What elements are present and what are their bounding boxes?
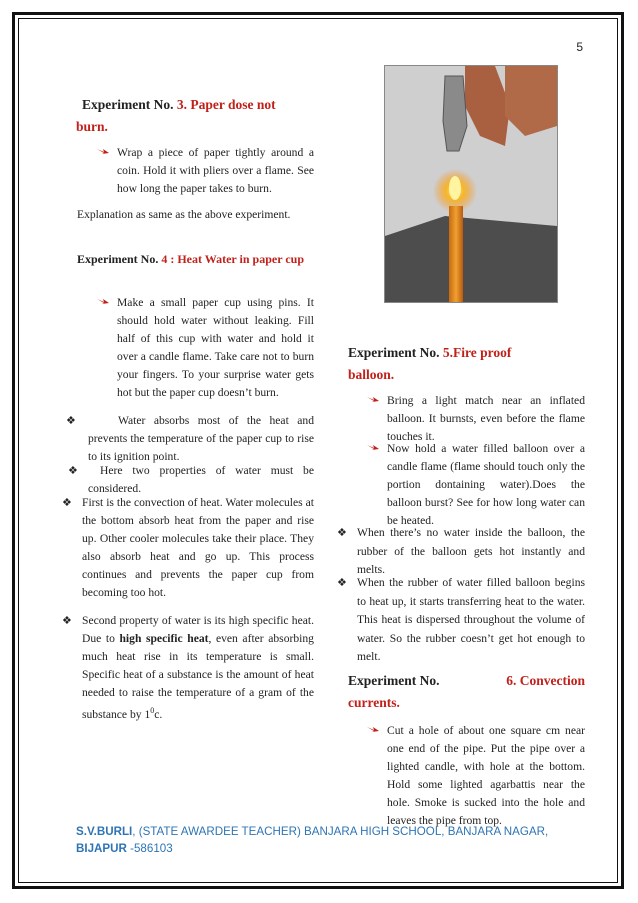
exp5-bullet-2 <box>387 440 585 530</box>
exp6-bullet-text: Cut a hole of about one square cm near one end of the pipe. Put the pipe over a lighted candle, with hole at the bottom. Hold some lighted agarbattis near the hole. Smoke is sucked into the hole and leaves the pipe from top. <box>387 724 585 827</box>
left-point-4-bold: high specific heat <box>119 632 209 645</box>
candle-balloon-photo <box>384 65 558 303</box>
degree-superscript: 0 <box>150 706 155 715</box>
left-point-3 <box>62 494 314 602</box>
footer-author: S.V.BURLI <box>76 825 133 838</box>
footer-place: BIJAPUR <box>76 842 127 855</box>
left-point-2-text: Here two properties of water must be considered. <box>88 464 314 495</box>
exp3-title: 3. Paper dose not <box>176 97 276 112</box>
exp3-heading <box>76 94 322 138</box>
left-point-3-text: First is the convection of heat. Water molecules at the bottom absorb heat from the paper and rise up. Other cooler molecules take their place. They also absorb heat and go up. This process continues and prevents the paper cup from becoming too hot. <box>82 496 314 599</box>
exp3-bullet-text: Wrap a piece of paper tightly around a coin. Hold it with pliers over a flame. See how long the paper takes to burn. <box>117 146 314 195</box>
footer <box>76 823 596 857</box>
diamond-bullet-icon: ❖ <box>337 527 347 539</box>
diamond-bullet-icon: ❖ <box>337 577 347 589</box>
arrow-bullet-icon <box>97 297 109 305</box>
exp5-heading <box>348 342 578 386</box>
exp5-title: 5.Fire proof <box>442 345 512 360</box>
exp6-label: Experiment No. <box>348 673 440 688</box>
diamond-bullet-icon: ❖ <box>62 497 72 509</box>
arrow-bullet-icon <box>97 147 109 155</box>
diamond-bullet-icon: ❖ <box>62 615 72 627</box>
candle-flame-image <box>385 66 557 302</box>
exp6-title: 6. Convection <box>506 673 585 688</box>
explanation-text: Explanation as same as the above experiment. <box>77 208 291 221</box>
right-point-1 <box>337 524 585 580</box>
footer-pin: -586103 <box>126 842 173 855</box>
exp4-bullet-text: Make a small paper cup using pins. It should hold water without leaking. Fill half of this cup with water and hold it over a candle flame. Take care not to burn your fingers. To your surprise water gets hot but the paper cup doesn’t burn. <box>117 296 314 399</box>
exp4-bullet <box>117 294 314 402</box>
right-point-1-text: When there’s no water inside the balloon, the rubber of the balloon gets hot instantly and melts. <box>357 526 585 576</box>
exp6-title-cont: currents. <box>348 695 400 710</box>
exp4-title: 4 : Heat Water in paper cup <box>161 252 304 266</box>
exp6-bullet <box>387 722 585 830</box>
arrow-bullet-icon <box>367 443 379 451</box>
exp3-label: Experiment No. <box>82 97 177 112</box>
exp6-heading <box>348 670 585 714</box>
exp4-heading <box>77 250 314 268</box>
exp5-label: Experiment No. <box>348 345 443 360</box>
exp5-title-cont: balloon. <box>348 367 395 382</box>
right-point-2-text: When the rubber of water filled balloon begins to heat up, it starts transferring heat to the water. This heat is dispersed throughout the volume of water. So the rubber coesn’t get hot enough to melt. <box>357 576 585 663</box>
diamond-bullet-icon: ❖ <box>68 465 78 477</box>
footer-school: , (STATE AWARDEE TEACHER) BANJARA HIGH SCHOOL, BANJARA NAGAR, <box>132 825 549 838</box>
left-point-2 <box>68 462 314 498</box>
exp3-title-cont: burn. <box>76 119 108 134</box>
exp6-heading-line <box>348 670 585 692</box>
left-point-1-text: Water absorbs most of the heat and prevents the temperature of the paper cup to rise to its ignition point. <box>88 414 314 463</box>
right-point-2 <box>337 574 585 667</box>
left-point-1 <box>66 412 314 466</box>
left-point-4-text-c: c. <box>154 707 163 721</box>
exp5-bullet-1-text: Bring a light match near an inflated balloon. It burnsts, even before the flame touches it. <box>387 394 585 443</box>
left-point-4 <box>62 612 314 724</box>
exp3-bullet <box>117 144 314 198</box>
diamond-bullet-icon: ❖ <box>66 415 76 427</box>
left-point-4-text-a: Second property of water is its high specific heat. Due to <box>82 614 314 645</box>
exp5-bullet-1 <box>387 392 585 446</box>
arrow-bullet-icon <box>367 395 379 403</box>
exp4-label: Experiment No. <box>77 252 162 266</box>
page-number: 5 <box>576 40 583 54</box>
left-point-4-text-b: , even after absorbing much heat rise in its temperature is small. Specific heat of a substance is the amount of heat needed to raise the temperature of a gram of the substance by 1 <box>82 632 314 721</box>
arrow-bullet-icon <box>367 725 379 733</box>
exp5-bullet-2-text: Now hold a water filled balloon over a candle flame (flame should touch only the portion dontaining water).Does the balloon burst? See for how long water can be heated. <box>387 442 585 527</box>
